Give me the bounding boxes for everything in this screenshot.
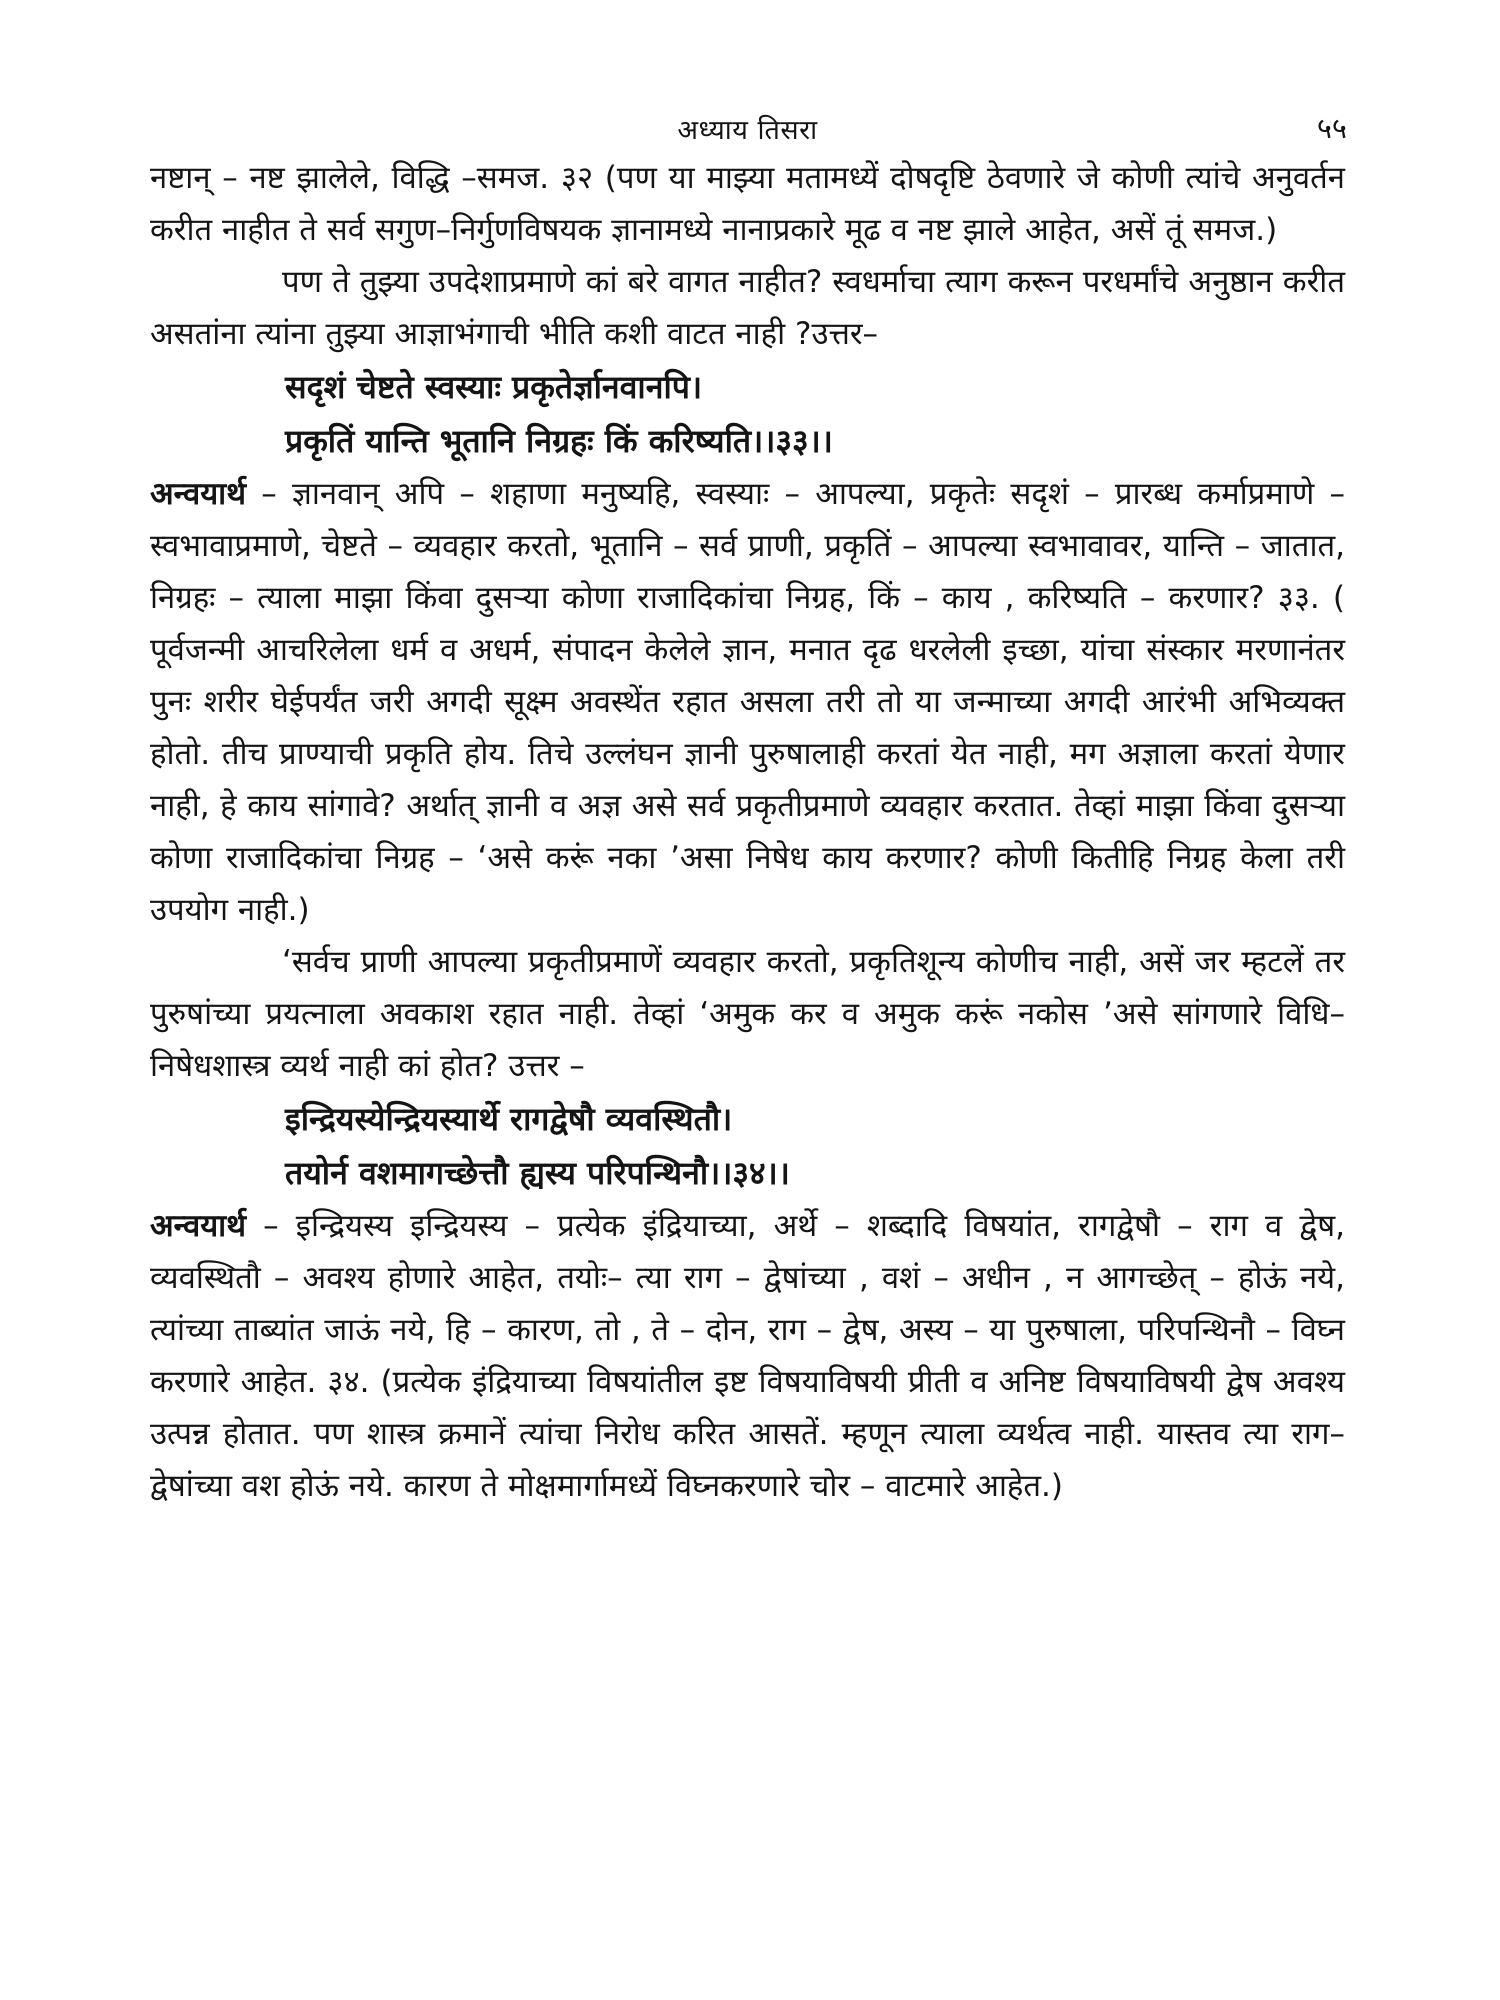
anvayartha-34-heading: अन्वयार्थ <box>150 1208 247 1244</box>
anvayartha-33-heading: अन्वयार्थ <box>150 476 247 512</box>
book-page <box>150 96 1345 1956</box>
page-number: ५५ <box>1316 111 1347 145</box>
verse-33-line-2: प्रकृतिं यान्ति भूतानि निग्रहः किं करिष्यति।।३३।। <box>285 422 833 460</box>
paragraph-question-33: पण ते तुझ्या उपदेशाप्रमाणे कां बरे वागत नाहीत? स्वधर्माचा त्याग करून परधर्मांचे अनुष्ठान करीत असतांना त्यांना तुझ्या आज्ञाभंगाची भीति कशी वाटत नाही ?उत्तर– <box>150 264 1345 352</box>
verse-34-line-1: इन्द्रियस्येन्द्रियस्यार्थे रागद्वेषौ व्यवस्थितौ। <box>285 1100 733 1138</box>
anvayartha-33-body: – ज्ञानवान् अपि – शहाणा मनुष्यहि, स्वस्याः – आपल्या, प्रकृतेः सदृशं – प्रारब्ध कर्माप्रमाणे – स्वभावाप्रमाणे, चेष्टते – व्यवहार करतो, भूतानि – सर्व प्राणी, प्रकृतिं – आपल्या स्वभावावर, यान्ति – जातात, निग्रहः – त्याला माझा किंवा दुसऱ्या कोणा राजादिकांचा निग्रह, किं – काय , करिष्यति – करणार? ३३. ( पूर्वजन्मी आचरिलेला धर्म व अधर्म, संपादन केलेले ज्ञान, मनात दृढ धरलेली इच्छा, यांचा संस्कार मरणानंतर पुनः शरीर घेईपर्यंत जरी अगदी सूक्ष्म अवस्थेंत रहात असला तरी तो या जन्माच्या अगदी आरंभी अभिव्यक्त होतो. तीच प्राण्याची प्रकृति होय. तिचे उल्लंघन ज्ञानी पुरुषालाही करतां येत नाही, मग अज्ञाला करतां येणार नाही, हे काय सांगावे? अर्थात् ज्ञानी व अज्ञ असे सर्व प्रकृतीप्रमाणे व्यवहार करतात. तेव्हां माझा किंवा दुसऱ्या कोणा राजादिकांचा निग्रह – ‘असे करूं नका ’असा निषेध काय करणार? कोणी कितीहि निग्रह केला तरी उपयोग नाही.) <box>150 476 1345 928</box>
verse-34-line-2: तयोर्न वशमागच्छेत्तौ ह्यस्य परिपन्थिनौ।।३४।। <box>285 1154 790 1192</box>
page-body <box>150 152 1345 1512</box>
paragraph-continuation: नष्टान् – नष्ट झालेले, विद्धि –समज. ३२ (पण या माझ्या मतामध्यें दोषदृष्टि ठेवणारे जे कोणी त्यांचे अनुवर्तन करीत नाहीत ते सर्व सगुण–निर्गुणविषयक ज्ञानामध्ये नानाप्रकारे मूढ व नष्ट झाले आहेत, असें तूं समज.) <box>150 160 1345 248</box>
anvayartha-34-body: – इन्द्रियस्य इन्द्रियस्य – प्रत्येक इंद्रियाच्या, अर्थे – शब्दादि विषयांत, रागद्वेषौ – राग व द्वेष, व्यवस्थितौ – अवश्य होणारे आहेत, तयोः– त्या राग – द्वेषांच्या , वशं – अधीन , न आगच्छेत् – होऊं नये, त्यांच्या ताब्यांत जाऊं नये, हि – कारण, तो , ते – दोन, राग – द्वेष, अस्य – या पुरुषाला, परिपन्थिनौ – विघ्न करणारे आहेत. ३४. (प्रत्येक इंद्रियाच्या विषयांतील इष्ट विषयाविषयी प्रीती व अनिष्ट विषयाविषयी द्वेष अवश्य उत्पन्न होतात. पण शास्त्र क्रमानें त्यांचा निरोध करित आसतें. म्हणून त्याला व्यर्थत्व नाही. यास्तव त्या राग–द्वेषांच्या वश होऊं नये. कारण ते मोक्षमार्गामध्यें विघ्नकरणारे चोर – वाटमारे आहेत.) <box>150 1208 1345 1504</box>
paragraph-question-34: ‘सर्वच प्राणी आपल्या प्रकृतीप्रमाणें व्यवहार करतो, प्रकृतिशून्य कोणीच नाही, असें जर म्हटलें तर पुरुषांच्या प्रयत्नाला अवकाश रहात नाही. तेव्हां ‘अमुक कर व अमुक करूं नकोस ’असे सांगणारे विधि–निषेधशास्त्र व्यर्थ नाही कां होत? उत्तर – <box>150 944 1345 1084</box>
chapter-title: अध्याय तिसरा <box>677 115 818 146</box>
verse-33-line-1: सदृशं चेष्टते स्वस्याः प्रकृतेर्ज्ञानवानपि। <box>285 368 703 406</box>
anvayartha-33 <box>150 468 1345 936</box>
anvayartha-34 <box>150 1200 1345 1512</box>
running-header <box>150 96 1345 152</box>
